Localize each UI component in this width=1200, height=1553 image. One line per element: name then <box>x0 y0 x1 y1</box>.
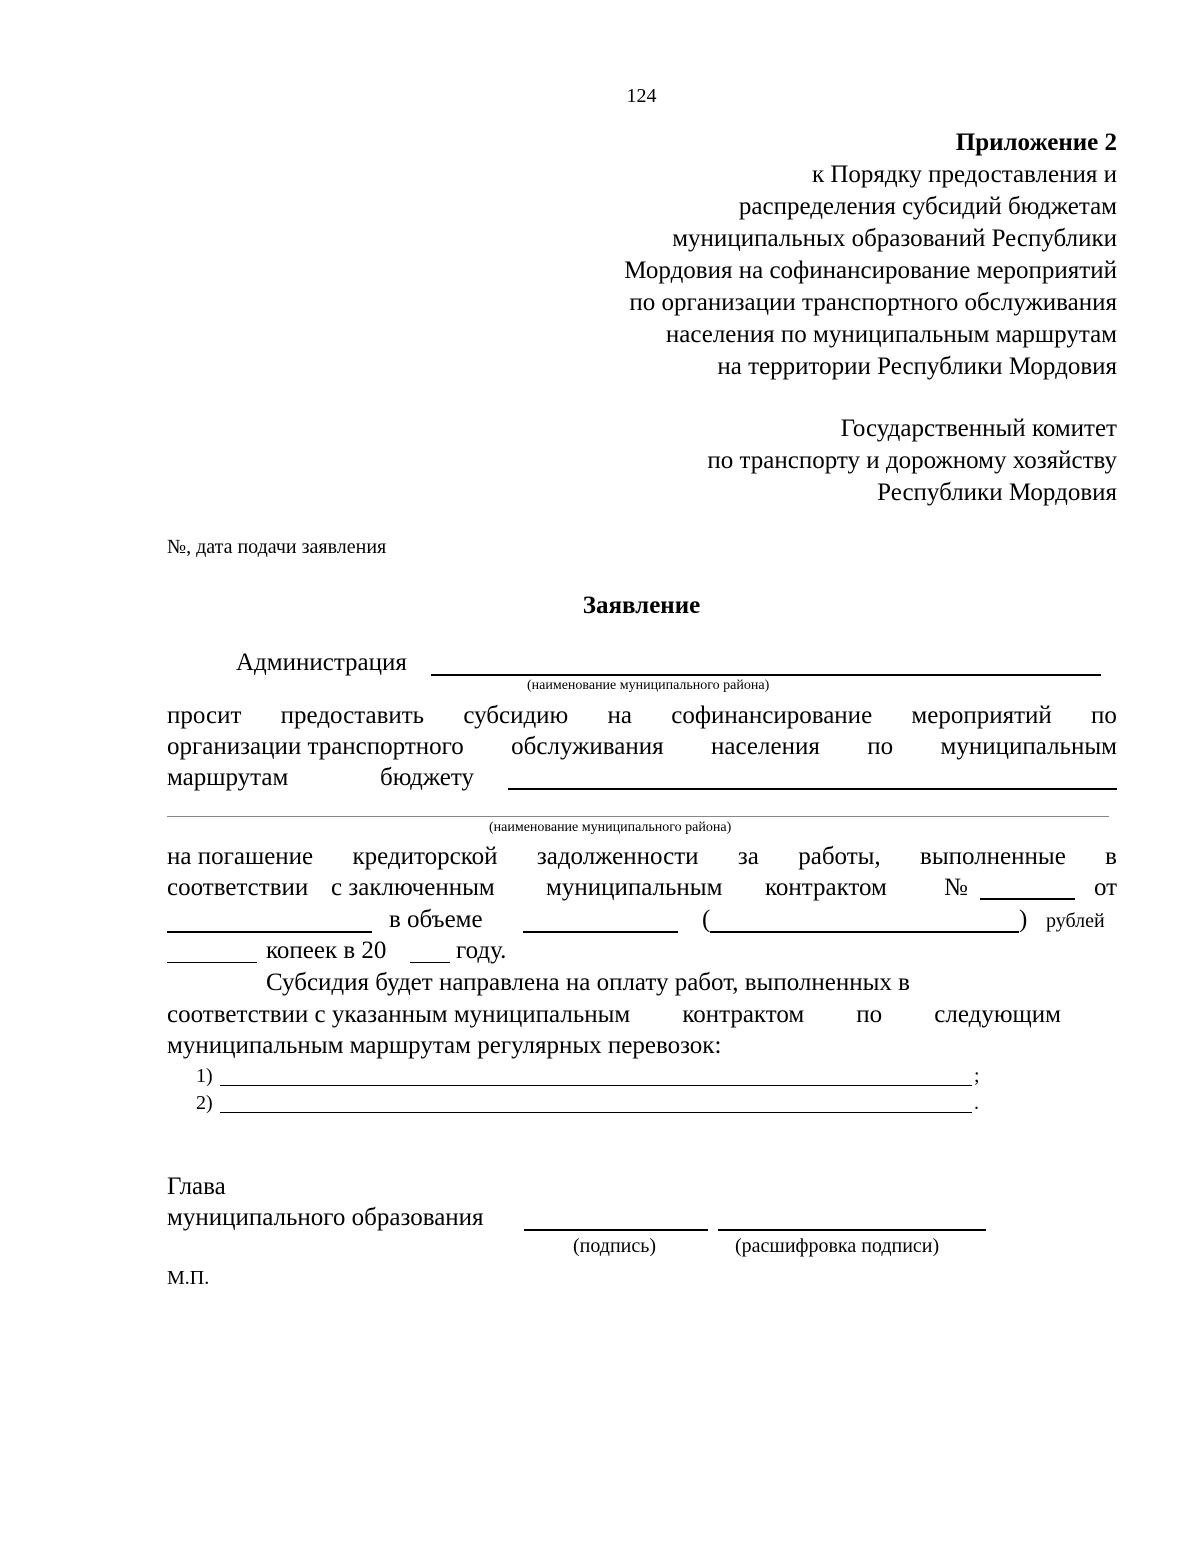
addressee-line: Государственный комитет <box>840 415 1117 442</box>
paragraph-2-line-1: Субсидия будет направлена на оплату работ, выполненных в <box>266 969 910 996</box>
district-name-field[interactable] <box>431 674 1101 676</box>
body-line-3-b: бюджету <box>380 764 474 791</box>
text-word: соответствии <box>167 874 309 901</box>
text-word: с заключенным <box>331 874 495 901</box>
district-hint: (наименование муниципального района) <box>527 678 770 693</box>
route-item-end: . <box>974 1092 979 1114</box>
text-word: работы, <box>798 843 881 870</box>
signature-decode-hint: (расшифровка подписи) <box>735 1235 940 1257</box>
text-word: контрактом <box>765 874 887 901</box>
page-number: 124 <box>626 85 657 107</box>
route-item-number: 2) <box>196 1092 213 1114</box>
text-word: по <box>1091 702 1117 729</box>
text-word: за <box>737 843 759 870</box>
route-field-2[interactable] <box>220 1112 972 1113</box>
text-word: по <box>867 733 894 760</box>
body-line-4 <box>167 841 1117 872</box>
signature-hint: (подпись) <box>573 1235 657 1257</box>
appendix-line: муниципальных образований Республики <box>672 225 1117 252</box>
text-word: предоставить <box>280 702 425 729</box>
text-word: рублей <box>1046 910 1105 932</box>
text-word: выполненные <box>920 843 1066 870</box>
text-word: обслуживания <box>511 733 664 760</box>
text-word: копеек в 20 <box>266 937 387 964</box>
text-word: контрактом <box>682 1001 805 1028</box>
administration-label: Администрация <box>236 649 407 676</box>
budget-name-field[interactable] <box>508 788 1117 790</box>
kopecks-field[interactable] <box>167 962 257 963</box>
paragraph-2-line-2 <box>167 999 1061 1030</box>
document-title: Заявление <box>582 592 701 619</box>
text-word: от <box>1094 874 1118 901</box>
route-field-1[interactable] <box>220 1085 972 1086</box>
route-item-number: 1) <box>196 1065 213 1087</box>
signature-field[interactable] <box>524 1229 708 1231</box>
signature-decode-field[interactable] <box>718 1229 986 1231</box>
org-label: муниципального образования <box>167 1204 484 1231</box>
district-hint-2: (наименование муниципального района) <box>489 820 732 835</box>
text-word: на погашение <box>167 843 314 870</box>
contract-number-field[interactable] <box>980 898 1075 900</box>
text-word: организации транспортного <box>167 733 464 760</box>
text-word: следующим <box>934 1001 1061 1028</box>
contract-date-field[interactable] <box>167 931 372 933</box>
appendix-line: Мордовия на софинансирование мероприятий <box>624 257 1117 284</box>
text-word: мероприятий <box>911 702 1052 729</box>
number-date-label: №, дата подачи заявления <box>167 536 387 558</box>
appendix-line: населения по муниципальным маршрутам <box>665 321 1117 348</box>
route-item-end: ; <box>974 1065 980 1087</box>
text-word: просит <box>167 702 242 729</box>
appendix-line: по организации транспортного обслуживания <box>629 289 1117 316</box>
text-word: софинансирование <box>671 702 873 729</box>
district-name-field-2[interactable] <box>167 816 1109 817</box>
text-word: на <box>607 702 632 729</box>
text-word: в объеме <box>389 906 483 933</box>
text-word: муниципальным <box>546 874 723 901</box>
amount-digits-field[interactable] <box>523 931 678 933</box>
head-label: Глава <box>167 1173 226 1200</box>
stamp-label: М.П. <box>167 1267 210 1289</box>
body-line-1 <box>167 700 1117 731</box>
text-word: субсидию <box>463 702 569 729</box>
text-word: задолженности <box>536 843 699 870</box>
addressee-line: по транспорту и дорожному хозяйству <box>707 447 1117 474</box>
paren-close: ) <box>1019 906 1028 933</box>
text-word: году. <box>456 937 507 964</box>
text-word: муниципальным <box>940 733 1117 760</box>
text-word: в <box>1105 843 1117 870</box>
text-word: соответствии с указанным муниципальным <box>167 1001 631 1028</box>
appendix-line: к Порядку предоставления и <box>811 161 1117 188</box>
body-line-2 <box>167 731 1117 762</box>
amount-words-field[interactable] <box>710 931 1019 933</box>
appendix-line: на территории Республики Мордовия <box>717 353 1117 380</box>
paren-open: ( <box>702 906 711 933</box>
appendix-title: Приложение 2 <box>955 129 1117 156</box>
text-word: населения <box>711 733 820 760</box>
paragraph-2-line-3: муниципальным маршрутам регулярных перевозок: <box>167 1032 722 1059</box>
text-word: кредиторской <box>352 843 498 870</box>
addressee-line: Республики Мордовия <box>877 479 1117 506</box>
appendix-line: распределения субсидий бюджетам <box>738 193 1117 220</box>
text-word: по <box>856 1001 883 1028</box>
number-sign: № <box>944 874 968 901</box>
year-field[interactable] <box>410 962 450 963</box>
body-line-3-a: маршрутам <box>167 764 289 791</box>
